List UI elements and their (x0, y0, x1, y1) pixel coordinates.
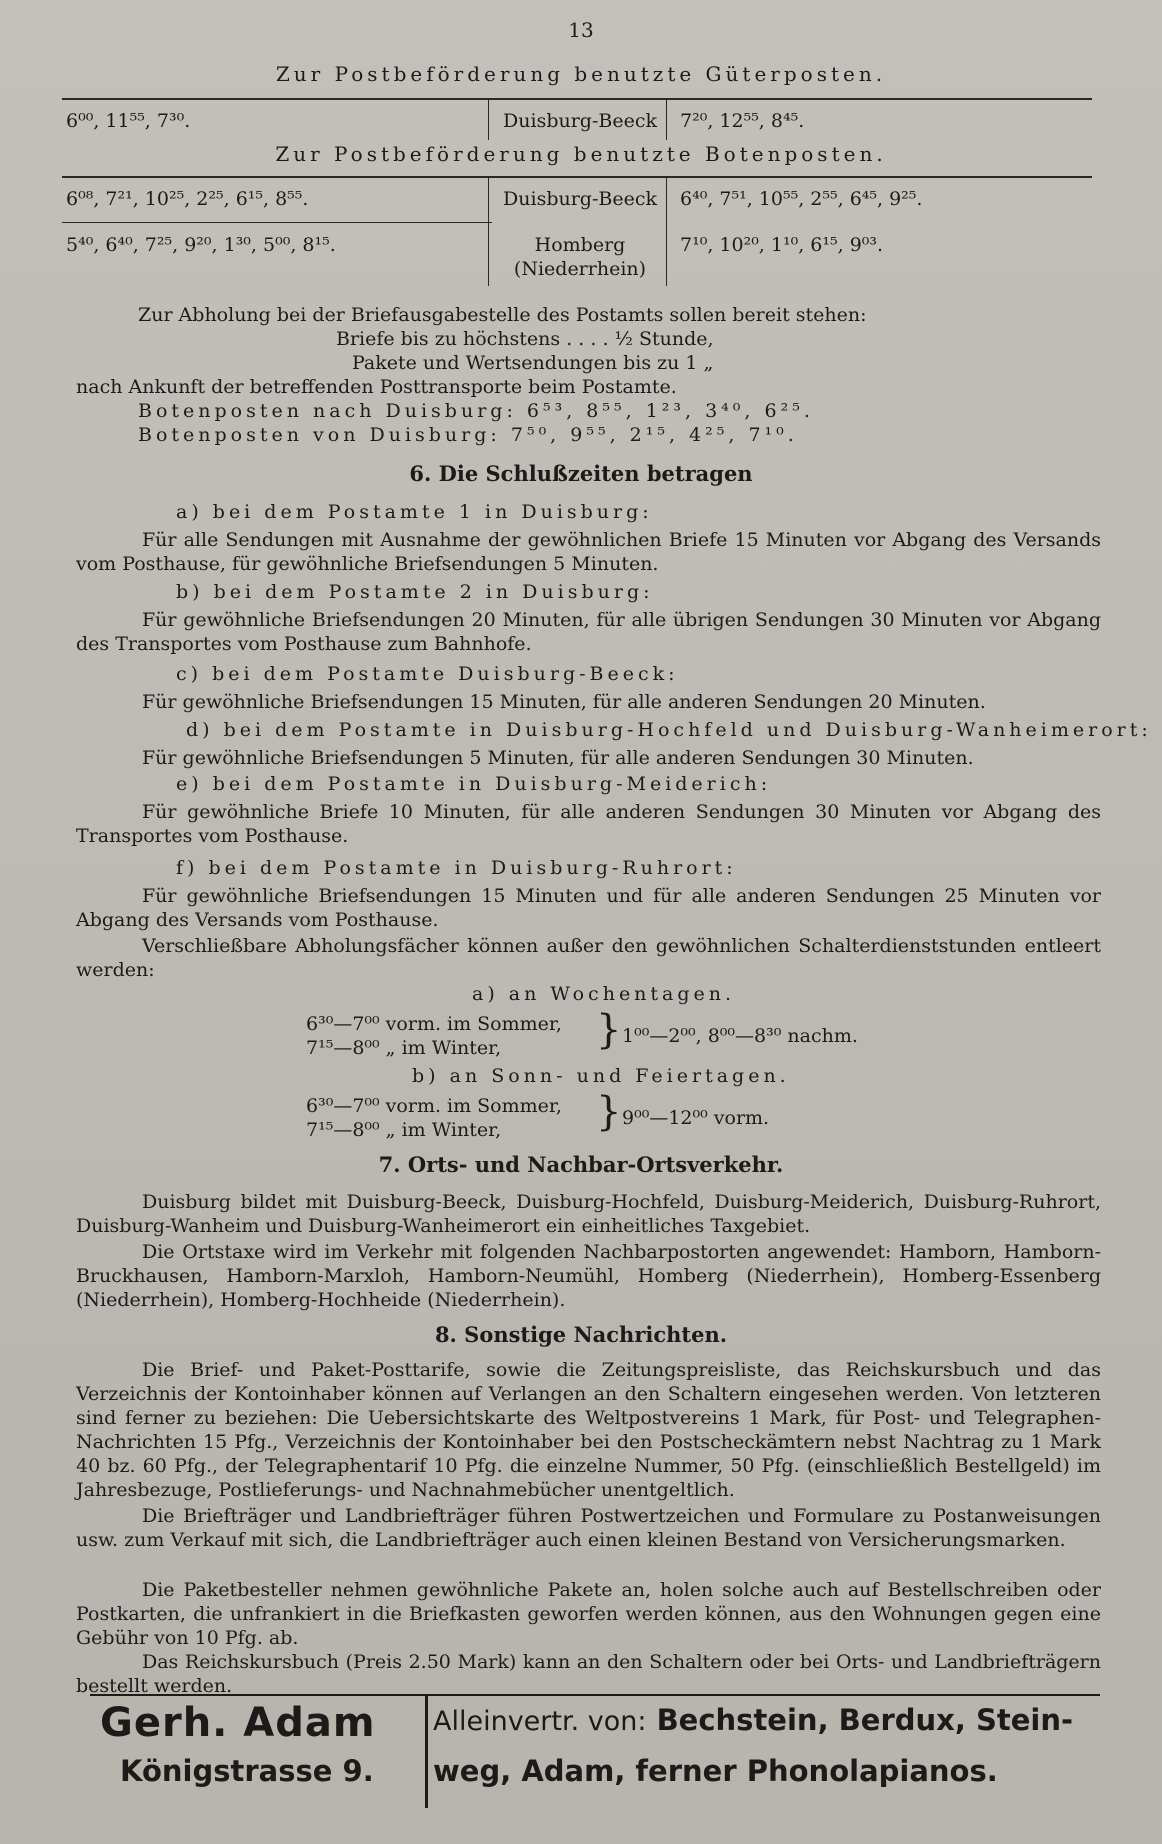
departure-times: 5⁴⁰, 6⁴⁰, 7²⁵, 9²⁰, 1³⁰, 5⁰⁰, 8¹⁵. (66, 234, 336, 256)
table-top-rule (62, 176, 1092, 178)
paragraph: Verschließbare Abholungsfächer können außer den gewöhnlichen Schalterdienststunden entleert werden: (76, 935, 1101, 981)
column-divider (488, 178, 489, 286)
paragraph: Für gewöhnliche Briefsendungen 5 Minuten, für alle anderen Sendungen 30 Minuten. (142, 747, 974, 769)
time-range: 6³⁰—7⁰⁰ vorm. im Sommer, (306, 1013, 562, 1035)
departure-times: 6⁰⁰, 11⁵⁵, 7³⁰. (66, 110, 191, 132)
abholung-intro: Zur Abholung bei der Briefausgabestelle des Postamts sollen bereit stehen: (138, 304, 867, 326)
paragraph: Das Reichskursbuch (Preis 2.50 Mark) kann an den Schaltern oder bei Orts- und Landbriefträgern bestellt werden. (76, 1651, 1101, 1697)
subsection-label: c) bei dem Postamte Duisburg-Beeck: (176, 663, 679, 685)
return-times: 7¹⁰, 10²⁰, 1¹⁰, 6¹⁵, 9⁰³. (680, 234, 884, 256)
row-divider (62, 222, 492, 223)
ad-brands: Bechstein, Berdux, Stein- (656, 1703, 1074, 1737)
time-range: 7¹⁵—8⁰⁰ „ im Winter, (306, 1119, 502, 1141)
paragraph: Für gewöhnliche Briefsendungen 15 Minuten, für alle anderen Sendungen 20 Minuten. (142, 691, 986, 713)
subsection-label: f) bei dem Postamte in Duisburg-Ruhrort: (176, 857, 737, 879)
paragraph: Die Ortstaxe wird im Verkehr mit folgenden Nachbarpostorten angewendet: Hamborn, Hamborn-Bruckhausen, Hamborn-Marxloh, Hamborn-Neumühl, Homberg (Niederrhein), Homberg-Essenberg (Niederrhein), Homberg-Hochheide (Niederrhein). (76, 1241, 1101, 1311)
time-range: 1⁰⁰—2⁰⁰, 8⁰⁰—8³⁰ nachm. (622, 1025, 858, 1047)
paragraph: Die Briefträger und Landbriefträger führen Postwertzeichen und Formulare zu Postanweisungen usw. zum Verkauf mit sich, die Landbriefträger auch einen kleinen Bestand von Versicherungsmarken. (76, 1505, 1101, 1551)
subsection-label: b) bei dem Postamte 2 in Duisburg: (176, 581, 654, 603)
section-heading: 8. Sonstige Nachrichten. (434, 1322, 728, 1347)
botenposten-heading: Zur Postbeförderung benutzte Botenposten. (275, 142, 887, 166)
column-divider (666, 178, 667, 286)
abholung-nach-ankunft: nach Ankunft der betreffenden Posttransporte beim Postamte. (76, 376, 677, 398)
page-number: 13 (568, 18, 594, 42)
ad-address: Königstrasse 9. (120, 1754, 374, 1788)
place-region: (Niederrhein) (513, 258, 647, 280)
time-range: 9⁰⁰—12⁰⁰ vorm. (622, 1107, 770, 1129)
wochentage-label: a) an Wochentagen. (472, 983, 736, 1005)
paragraph: Die Brief- und Paket-Posttarife, sowie die Zeitungspreisliste, das Reichskursbuch und das Verzeichnis der Kontoinhaber können auf Verlangen an den Schaltern eingesehen werden. Von letzteren sind ferner zu beziehen: Die Uebersichtskarte des Weltpostvereins 1 Mark, für Post- und Telegraphen-Nachrichten 15 Pfg., Verzeichnis der Kontoinhaber bei den Postscheckämtern nebst Nachtrag zu 1 Mark 40 bz. 60 Pfg., der Telegraphentarif 10 Pfg. die einzelne Nummer, 50 Pfg. (einschließlich Bestellgeld) im Jahresbezuge, Postlieferungs- und Nachnahmebücher unentgeltlich. (76, 1359, 1101, 1501)
botenposten-nach: Botenposten nach Duisburg: 6⁵³, 8⁵⁵, 1²³, 3⁴⁰, 6²⁵. (138, 400, 814, 422)
subsection-label: e) bei dem Postamte in Duisburg-Meiderich: (176, 773, 772, 795)
brace: } (596, 1007, 622, 1053)
section-heading: 7. Orts- und Nachbar-Ortsverkehr. (378, 1152, 784, 1177)
botenposten-von: Botenposten von Duisburg: 7⁵⁰, 9⁵⁵, 2¹⁵, 4²⁵, 7¹⁰. (138, 424, 798, 446)
column-divider (666, 100, 667, 140)
table-row (62, 180, 1092, 216)
table-row (62, 102, 1092, 138)
table-top-rule (62, 98, 1092, 100)
paragraph: Für alle Sendungen mit Ausnahme der gewöhnlichen Briefe 15 Minuten vor Abgang des Versands vom Posthause, für gewöhnliche Briefsendungen 5 Minuten. (76, 529, 1101, 575)
ad-company-name: Gerh. Adam (100, 1700, 376, 1746)
subsection-label: d) bei dem Postamte in Duisburg-Hochfeld und Duisburg-Wanheimerort: (186, 719, 1152, 741)
ad-line-2: weg, Adam, ferner Phonolapianos. (433, 1754, 998, 1788)
ad-alleinvertr: Alleinvertr. von: (433, 1706, 647, 1737)
time-range: 6³⁰—7⁰⁰ vorm. im Sommer, (306, 1095, 562, 1117)
abholung-pakete: Pakete und Wertsendungen bis zu 1 „ (352, 352, 714, 374)
return-times: 6⁴⁰, 7⁵¹, 10⁵⁵, 2⁵⁵, 6⁴⁵, 9²⁵. (680, 188, 923, 210)
abholung-briefe: Briefe bis zu höchstens . . . . ½ Stunde, (336, 328, 714, 350)
paragraph: Für gewöhnliche Briefe 10 Minuten, für alle anderen Sendungen 30 Minuten vor Abgang des Transportes vom Posthause. (76, 801, 1101, 847)
departure-times: 6⁰⁸, 7²¹, 10²⁵, 2²⁵, 6¹⁵, 8⁵⁵. (66, 188, 309, 210)
section-heading: 6. Die Schlußzeiten betragen (409, 461, 753, 486)
column-divider (488, 100, 489, 140)
subsection-label: a) bei dem Postamte 1 in Duisburg: (176, 501, 653, 523)
place-name: Homberg (534, 234, 626, 256)
gueterposten-heading: Zur Postbeförderung benutzte Güterposten. (275, 62, 887, 86)
paragraph: Duisburg bildet mit Duisburg-Beeck, Duisburg-Hochfeld, Duisburg-Meiderich, Duisburg-Ruhrort, Duisburg-Wanheim und Duisburg-Wanheimerort ein einheitliches Taxgebiet. (76, 1191, 1101, 1237)
time-range: 7¹⁵—8⁰⁰ „ im Winter, (306, 1037, 502, 1059)
paragraph: Für gewöhnliche Briefsendungen 20 Minuten, für alle übrigen Sendungen 30 Minuten vor Abgang des Transportes vom Posthause zum Bahnhofe. (76, 609, 1101, 655)
ad-divider (425, 1696, 428, 1808)
brace: } (596, 1089, 622, 1135)
return-times: 7²⁰, 12⁵⁵, 8⁴⁵. (680, 110, 805, 132)
paragraph: Die Paketbesteller nehmen gewöhnliche Pakete an, holen solche auch auf Bestellschreiben oder Postkarten, die unfrankiert in die Briefkasten geworfen werden können, aus den Wohnungen gegen eine Gebühr von 10 Pfg. ab. (76, 1579, 1101, 1649)
ad-top-rule (90, 1694, 1100, 1696)
place-name: Duisburg-Beeck (503, 110, 657, 132)
place-name: Duisburg-Beeck (503, 188, 657, 210)
table-row (62, 226, 1092, 286)
paragraph: Für gewöhnliche Briefsendungen 15 Minuten und für alle anderen Sendungen 25 Minuten vor Abgang des Versands vom Posthause. (76, 885, 1101, 931)
ad-line-1 (433, 1703, 1073, 1737)
sonntage-label: b) an Sonn- und Feiertagen. (412, 1065, 790, 1087)
